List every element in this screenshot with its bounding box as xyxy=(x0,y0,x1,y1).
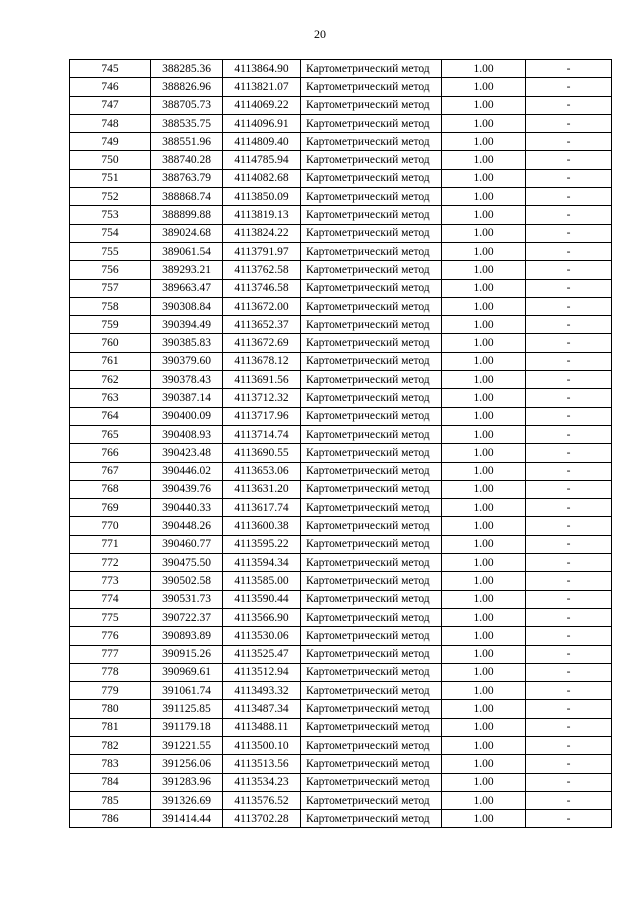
x-coordinate-cell: 390448.26 xyxy=(151,517,223,535)
method-cell: Картометрический метод xyxy=(301,444,442,462)
point-number-cell: 771 xyxy=(70,535,151,553)
table-row xyxy=(70,444,612,462)
x-coordinate-cell: 388535.75 xyxy=(151,114,223,132)
accuracy-cell: 1.00 xyxy=(442,791,526,809)
y-coordinate-cell: 4113702.28 xyxy=(223,810,301,828)
description-cell: - xyxy=(526,352,612,370)
table-row xyxy=(70,554,612,572)
table-row xyxy=(70,316,612,334)
x-coordinate-cell: 390969.61 xyxy=(151,663,223,681)
point-number-cell: 772 xyxy=(70,554,151,572)
point-number-cell: 773 xyxy=(70,572,151,590)
x-coordinate-cell: 390446.02 xyxy=(151,462,223,480)
method-cell: Картометрический метод xyxy=(301,682,442,700)
x-coordinate-cell: 391256.06 xyxy=(151,755,223,773)
table-row xyxy=(70,60,612,78)
y-coordinate-cell: 4113762.58 xyxy=(223,261,301,279)
accuracy-cell: 1.00 xyxy=(442,480,526,498)
x-coordinate-cell: 390460.77 xyxy=(151,535,223,553)
table-row xyxy=(70,425,612,443)
method-cell: Картометрический метод xyxy=(301,297,442,315)
x-coordinate-cell: 389061.54 xyxy=(151,242,223,260)
y-coordinate-cell: 4113652.37 xyxy=(223,316,301,334)
method-cell: Картометрический метод xyxy=(301,755,442,773)
method-cell: Картометрический метод xyxy=(301,224,442,242)
description-cell: - xyxy=(526,700,612,718)
method-cell: Картометрический метод xyxy=(301,352,442,370)
table-row xyxy=(70,627,612,645)
x-coordinate-cell: 389663.47 xyxy=(151,279,223,297)
table-row xyxy=(70,133,612,151)
x-coordinate-cell: 390439.76 xyxy=(151,480,223,498)
point-number-cell: 751 xyxy=(70,169,151,187)
method-cell: Картометрический метод xyxy=(301,371,442,389)
accuracy-cell: 1.00 xyxy=(442,352,526,370)
y-coordinate-cell: 4113678.12 xyxy=(223,352,301,370)
point-number-cell: 747 xyxy=(70,96,151,114)
table-row xyxy=(70,389,612,407)
table-row xyxy=(70,810,612,828)
y-coordinate-cell: 4113576.52 xyxy=(223,791,301,809)
table-row xyxy=(70,371,612,389)
table-row xyxy=(70,334,612,352)
table-row xyxy=(70,352,612,370)
x-coordinate-cell: 390408.93 xyxy=(151,425,223,443)
accuracy-cell: 1.00 xyxy=(442,206,526,224)
point-number-cell: 774 xyxy=(70,590,151,608)
accuracy-cell: 1.00 xyxy=(442,224,526,242)
method-cell: Картометрический метод xyxy=(301,773,442,791)
point-number-cell: 768 xyxy=(70,480,151,498)
table-row xyxy=(70,242,612,260)
method-cell: Картометрический метод xyxy=(301,736,442,754)
accuracy-cell: 1.00 xyxy=(442,462,526,480)
method-cell: Картометрический метод xyxy=(301,188,442,206)
method-cell: Картометрический метод xyxy=(301,554,442,572)
table-row xyxy=(70,645,612,663)
method-cell: Картометрический метод xyxy=(301,590,442,608)
point-number-cell: 765 xyxy=(70,425,151,443)
accuracy-cell: 1.00 xyxy=(442,499,526,517)
description-cell: - xyxy=(526,316,612,334)
y-coordinate-cell: 4113512.94 xyxy=(223,663,301,681)
point-number-cell: 783 xyxy=(70,755,151,773)
accuracy-cell: 1.00 xyxy=(442,188,526,206)
point-number-cell: 781 xyxy=(70,718,151,736)
description-cell: - xyxy=(526,535,612,553)
method-cell: Картометрический метод xyxy=(301,206,442,224)
point-number-cell: 756 xyxy=(70,261,151,279)
point-number-cell: 780 xyxy=(70,700,151,718)
x-coordinate-cell: 391414.44 xyxy=(151,810,223,828)
method-cell: Картометрический метод xyxy=(301,133,442,151)
method-cell: Картометрический метод xyxy=(301,480,442,498)
y-coordinate-cell: 4113864.90 xyxy=(223,60,301,78)
x-coordinate-cell: 391061.74 xyxy=(151,682,223,700)
point-number-cell: 785 xyxy=(70,791,151,809)
point-number-cell: 745 xyxy=(70,60,151,78)
y-coordinate-cell: 4113653.06 xyxy=(223,462,301,480)
description-cell: - xyxy=(526,188,612,206)
y-coordinate-cell: 4113595.22 xyxy=(223,535,301,553)
description-cell: - xyxy=(526,755,612,773)
description-cell: - xyxy=(526,279,612,297)
y-coordinate-cell: 4113746.58 xyxy=(223,279,301,297)
accuracy-cell: 1.00 xyxy=(442,736,526,754)
table-row xyxy=(70,718,612,736)
x-coordinate-cell: 390502.58 xyxy=(151,572,223,590)
method-cell: Картометрический метод xyxy=(301,791,442,809)
description-cell: - xyxy=(526,96,612,114)
y-coordinate-cell: 4113824.22 xyxy=(223,224,301,242)
point-number-cell: 784 xyxy=(70,773,151,791)
accuracy-cell: 1.00 xyxy=(442,627,526,645)
y-coordinate-cell: 4113487.34 xyxy=(223,700,301,718)
table-row xyxy=(70,114,612,132)
point-number-cell: 777 xyxy=(70,645,151,663)
accuracy-cell: 1.00 xyxy=(442,554,526,572)
table-row xyxy=(70,535,612,553)
table-row xyxy=(70,590,612,608)
x-coordinate-cell: 390400.09 xyxy=(151,407,223,425)
point-number-cell: 763 xyxy=(70,389,151,407)
accuracy-cell: 1.00 xyxy=(442,425,526,443)
method-cell: Картометрический метод xyxy=(301,407,442,425)
coordinates-table-body xyxy=(70,60,612,828)
y-coordinate-cell: 4113821.07 xyxy=(223,78,301,96)
y-coordinate-cell: 4113617.74 xyxy=(223,499,301,517)
accuracy-cell: 1.00 xyxy=(442,444,526,462)
description-cell: - xyxy=(526,682,612,700)
description-cell: - xyxy=(526,133,612,151)
x-coordinate-cell: 388740.28 xyxy=(151,151,223,169)
y-coordinate-cell: 4113525.47 xyxy=(223,645,301,663)
accuracy-cell: 1.00 xyxy=(442,645,526,663)
x-coordinate-cell: 390423.48 xyxy=(151,444,223,462)
x-coordinate-cell: 390308.84 xyxy=(151,297,223,315)
accuracy-cell: 1.00 xyxy=(442,407,526,425)
y-coordinate-cell: 4113717.96 xyxy=(223,407,301,425)
table-row xyxy=(70,96,612,114)
x-coordinate-cell: 390531.73 xyxy=(151,590,223,608)
table-row xyxy=(70,78,612,96)
description-cell: - xyxy=(526,517,612,535)
table-row xyxy=(70,736,612,754)
table-row xyxy=(70,682,612,700)
x-coordinate-cell: 391221.55 xyxy=(151,736,223,754)
y-coordinate-cell: 4113493.32 xyxy=(223,682,301,700)
x-coordinate-cell: 388763.79 xyxy=(151,169,223,187)
y-coordinate-cell: 4113530.06 xyxy=(223,627,301,645)
method-cell: Картометрический метод xyxy=(301,114,442,132)
method-cell: Картометрический метод xyxy=(301,608,442,626)
y-coordinate-cell: 4114809.40 xyxy=(223,133,301,151)
point-number-cell: 779 xyxy=(70,682,151,700)
description-cell: - xyxy=(526,718,612,736)
description-cell: - xyxy=(526,810,612,828)
method-cell: Картометрический метод xyxy=(301,78,442,96)
y-coordinate-cell: 4113712.32 xyxy=(223,389,301,407)
y-coordinate-cell: 4114096.91 xyxy=(223,114,301,132)
method-cell: Картометрический метод xyxy=(301,151,442,169)
method-cell: Картометрический метод xyxy=(301,389,442,407)
coordinates-table xyxy=(69,59,612,828)
y-coordinate-cell: 4113691.56 xyxy=(223,371,301,389)
table-row xyxy=(70,407,612,425)
table-row xyxy=(70,151,612,169)
point-number-cell: 749 xyxy=(70,133,151,151)
y-coordinate-cell: 4114785.94 xyxy=(223,151,301,169)
accuracy-cell: 1.00 xyxy=(442,151,526,169)
accuracy-cell: 1.00 xyxy=(442,718,526,736)
accuracy-cell: 1.00 xyxy=(442,316,526,334)
x-coordinate-cell: 388705.73 xyxy=(151,96,223,114)
x-coordinate-cell: 390379.60 xyxy=(151,352,223,370)
accuracy-cell: 1.00 xyxy=(442,334,526,352)
accuracy-cell: 1.00 xyxy=(442,682,526,700)
description-cell: - xyxy=(526,480,612,498)
point-number-cell: 778 xyxy=(70,663,151,681)
point-number-cell: 746 xyxy=(70,78,151,96)
description-cell: - xyxy=(526,462,612,480)
description-cell: - xyxy=(526,407,612,425)
accuracy-cell: 1.00 xyxy=(442,755,526,773)
table-row xyxy=(70,224,612,242)
method-cell: Картометрический метод xyxy=(301,279,442,297)
method-cell: Картометрический метод xyxy=(301,700,442,718)
description-cell: - xyxy=(526,242,612,260)
table-row xyxy=(70,572,612,590)
y-coordinate-cell: 4113513.56 xyxy=(223,755,301,773)
y-coordinate-cell: 4113672.69 xyxy=(223,334,301,352)
x-coordinate-cell: 391179.18 xyxy=(151,718,223,736)
point-number-cell: 775 xyxy=(70,608,151,626)
x-coordinate-cell: 391125.85 xyxy=(151,700,223,718)
point-number-cell: 766 xyxy=(70,444,151,462)
method-cell: Картометрический метод xyxy=(301,517,442,535)
x-coordinate-cell: 390387.14 xyxy=(151,389,223,407)
x-coordinate-cell: 388285.36 xyxy=(151,60,223,78)
method-cell: Картометрический метод xyxy=(301,60,442,78)
description-cell: - xyxy=(526,334,612,352)
y-coordinate-cell: 4113690.55 xyxy=(223,444,301,462)
description-cell: - xyxy=(526,554,612,572)
method-cell: Картометрический метод xyxy=(301,535,442,553)
table-row xyxy=(70,755,612,773)
point-number-cell: 762 xyxy=(70,371,151,389)
accuracy-cell: 1.00 xyxy=(442,773,526,791)
description-cell: - xyxy=(526,114,612,132)
table-row xyxy=(70,700,612,718)
method-cell: Картометрический метод xyxy=(301,810,442,828)
y-coordinate-cell: 4113819.13 xyxy=(223,206,301,224)
description-cell: - xyxy=(526,78,612,96)
accuracy-cell: 1.00 xyxy=(442,60,526,78)
x-coordinate-cell: 390440.33 xyxy=(151,499,223,517)
description-cell: - xyxy=(526,60,612,78)
description-cell: - xyxy=(526,389,612,407)
y-coordinate-cell: 4113850.09 xyxy=(223,188,301,206)
y-coordinate-cell: 4113600.38 xyxy=(223,517,301,535)
point-number-cell: 752 xyxy=(70,188,151,206)
method-cell: Картометрический метод xyxy=(301,242,442,260)
accuracy-cell: 1.00 xyxy=(442,700,526,718)
accuracy-cell: 1.00 xyxy=(442,78,526,96)
table-row xyxy=(70,206,612,224)
x-coordinate-cell: 389024.68 xyxy=(151,224,223,242)
method-cell: Картометрический метод xyxy=(301,645,442,663)
description-cell: - xyxy=(526,371,612,389)
x-coordinate-cell: 388551.96 xyxy=(151,133,223,151)
y-coordinate-cell: 4113566.90 xyxy=(223,608,301,626)
x-coordinate-cell: 388826.96 xyxy=(151,78,223,96)
y-coordinate-cell: 4113534.23 xyxy=(223,773,301,791)
x-coordinate-cell: 390722.37 xyxy=(151,608,223,626)
point-number-cell: 764 xyxy=(70,407,151,425)
y-coordinate-cell: 4113585.00 xyxy=(223,572,301,590)
method-cell: Картометрический метод xyxy=(301,572,442,590)
table-row xyxy=(70,499,612,517)
method-cell: Картометрический метод xyxy=(301,261,442,279)
x-coordinate-cell: 390394.49 xyxy=(151,316,223,334)
y-coordinate-cell: 4113714.74 xyxy=(223,425,301,443)
description-cell: - xyxy=(526,645,612,663)
x-coordinate-cell: 390385.83 xyxy=(151,334,223,352)
description-cell: - xyxy=(526,206,612,224)
table-row xyxy=(70,517,612,535)
y-coordinate-cell: 4113488.11 xyxy=(223,718,301,736)
method-cell: Картометрический метод xyxy=(301,462,442,480)
description-cell: - xyxy=(526,663,612,681)
point-number-cell: 782 xyxy=(70,736,151,754)
y-coordinate-cell: 4113500.10 xyxy=(223,736,301,754)
table-row xyxy=(70,663,612,681)
accuracy-cell: 1.00 xyxy=(442,114,526,132)
accuracy-cell: 1.00 xyxy=(442,590,526,608)
accuracy-cell: 1.00 xyxy=(442,169,526,187)
description-cell: - xyxy=(526,608,612,626)
accuracy-cell: 1.00 xyxy=(442,279,526,297)
table-row xyxy=(70,480,612,498)
description-cell: - xyxy=(526,444,612,462)
point-number-cell: 755 xyxy=(70,242,151,260)
x-coordinate-cell: 390475.50 xyxy=(151,554,223,572)
table-row xyxy=(70,773,612,791)
y-coordinate-cell: 4113631.20 xyxy=(223,480,301,498)
table-row xyxy=(70,261,612,279)
accuracy-cell: 1.00 xyxy=(442,261,526,279)
accuracy-cell: 1.00 xyxy=(442,242,526,260)
x-coordinate-cell: 390893.89 xyxy=(151,627,223,645)
point-number-cell: 767 xyxy=(70,462,151,480)
description-cell: - xyxy=(526,773,612,791)
method-cell: Картометрический метод xyxy=(301,499,442,517)
table-row xyxy=(70,297,612,315)
point-number-cell: 758 xyxy=(70,297,151,315)
y-coordinate-cell: 4113791.97 xyxy=(223,242,301,260)
x-coordinate-cell: 389293.21 xyxy=(151,261,223,279)
accuracy-cell: 1.00 xyxy=(442,389,526,407)
description-cell: - xyxy=(526,169,612,187)
method-cell: Картометрический метод xyxy=(301,627,442,645)
y-coordinate-cell: 4113590.44 xyxy=(223,590,301,608)
point-number-cell: 776 xyxy=(70,627,151,645)
y-coordinate-cell: 4114069.22 xyxy=(223,96,301,114)
x-coordinate-cell: 388899.88 xyxy=(151,206,223,224)
page-number: 20 xyxy=(314,27,326,41)
point-number-cell: 754 xyxy=(70,224,151,242)
table-row xyxy=(70,791,612,809)
table-row xyxy=(70,188,612,206)
accuracy-cell: 1.00 xyxy=(442,663,526,681)
point-number-cell: 753 xyxy=(70,206,151,224)
accuracy-cell: 1.00 xyxy=(442,371,526,389)
method-cell: Картометрический метод xyxy=(301,96,442,114)
table-row xyxy=(70,169,612,187)
point-number-cell: 786 xyxy=(70,810,151,828)
accuracy-cell: 1.00 xyxy=(442,517,526,535)
point-number-cell: 748 xyxy=(70,114,151,132)
point-number-cell: 759 xyxy=(70,316,151,334)
accuracy-cell: 1.00 xyxy=(442,608,526,626)
point-number-cell: 769 xyxy=(70,499,151,517)
description-cell: - xyxy=(526,736,612,754)
description-cell: - xyxy=(526,499,612,517)
accuracy-cell: 1.00 xyxy=(442,297,526,315)
description-cell: - xyxy=(526,590,612,608)
y-coordinate-cell: 4113672.00 xyxy=(223,297,301,315)
table-row xyxy=(70,462,612,480)
accuracy-cell: 1.00 xyxy=(442,535,526,553)
x-coordinate-cell: 390915.26 xyxy=(151,645,223,663)
point-number-cell: 770 xyxy=(70,517,151,535)
method-cell: Картометрический метод xyxy=(301,169,442,187)
description-cell: - xyxy=(526,261,612,279)
description-cell: - xyxy=(526,572,612,590)
method-cell: Картометрический метод xyxy=(301,316,442,334)
description-cell: - xyxy=(526,627,612,645)
point-number-cell: 757 xyxy=(70,279,151,297)
x-coordinate-cell: 391283.96 xyxy=(151,773,223,791)
description-cell: - xyxy=(526,224,612,242)
x-coordinate-cell: 388868.74 xyxy=(151,188,223,206)
point-number-cell: 760 xyxy=(70,334,151,352)
description-cell: - xyxy=(526,791,612,809)
accuracy-cell: 1.00 xyxy=(442,133,526,151)
method-cell: Картометрический метод xyxy=(301,718,442,736)
method-cell: Картометрический метод xyxy=(301,425,442,443)
accuracy-cell: 1.00 xyxy=(442,810,526,828)
description-cell: - xyxy=(526,425,612,443)
description-cell: - xyxy=(526,297,612,315)
accuracy-cell: 1.00 xyxy=(442,96,526,114)
y-coordinate-cell: 4113594.34 xyxy=(223,554,301,572)
y-coordinate-cell: 4114082.68 xyxy=(223,169,301,187)
method-cell: Картометрический метод xyxy=(301,334,442,352)
table-row xyxy=(70,608,612,626)
x-coordinate-cell: 391326.69 xyxy=(151,791,223,809)
description-cell: - xyxy=(526,151,612,169)
x-coordinate-cell: 390378.43 xyxy=(151,371,223,389)
point-number-cell: 750 xyxy=(70,151,151,169)
method-cell: Картометрический метод xyxy=(301,663,442,681)
table-row xyxy=(70,279,612,297)
accuracy-cell: 1.00 xyxy=(442,572,526,590)
point-number-cell: 761 xyxy=(70,352,151,370)
